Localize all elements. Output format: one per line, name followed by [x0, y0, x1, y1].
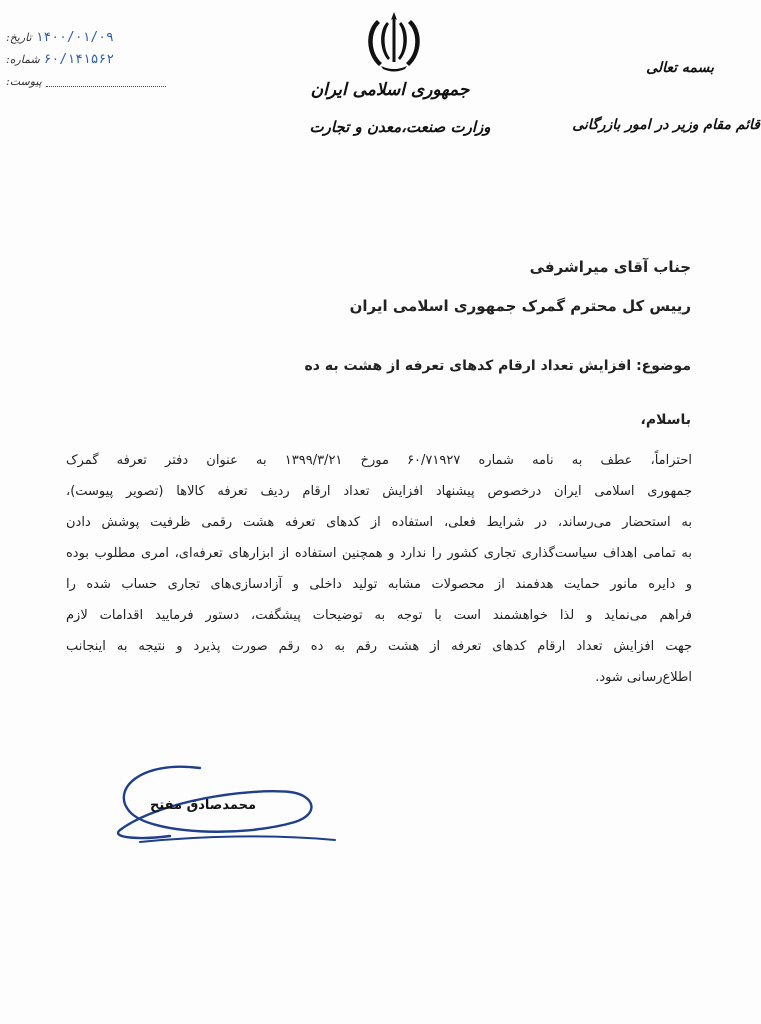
letter-body: [66, 445, 692, 693]
body-line: به تمامی اهداف سیاست‌گذاری تجاری کشور را ندارد و همچنین استفاده از ابزارهای تعرفه‌ای، امری مطلوب بوده: [66, 546, 692, 561]
ministry-title: وزارت صنعت،معدن و تجارت: [309, 118, 491, 136]
attachment-label: پیوست:: [6, 74, 42, 88]
greeting: باسلام،: [640, 412, 691, 428]
deputy-title: قائم مقام وزیر در امور بازرگانی: [572, 117, 760, 133]
attachment-row: [6, 70, 166, 92]
number-label: شماره:: [6, 52, 40, 66]
date-label: تاریخ:: [6, 30, 32, 44]
date-value: ۱۴۰۰/۰۱/۰۹: [35, 29, 114, 45]
body-line: جهت افزایش تعداد ارقام کدهای تعرفه از هشت رقم به ده رقم صورت پذیرد و نتیجه به اینجانب: [66, 639, 692, 654]
body-line: و دایره مانور حمایت هدفمند از محصولات مشابه تولید داخلی و آزادسازی‌های تجاری حساب شده را: [66, 577, 692, 592]
body-line: جمهوری اسلامی ایران درخصوص پیشنهاد افزایش تعداد ارقام ردیف تعرفه کالاها (تصویر پیوست)،: [66, 484, 692, 499]
republic-title: جمهوری اسلامی ایران: [310, 80, 470, 100]
signer-name: محمدصادق مفتح: [150, 798, 256, 813]
body-line: فراهم می‌نماید و لذا خواهشمند است با توجه به توضیحات پیشگفت، دستور فرمایید اقدامات لازم: [66, 608, 692, 623]
recipient-name: جناب آقای میراشرفی: [529, 258, 691, 276]
number-row: [6, 48, 166, 70]
date-row: [6, 26, 166, 48]
attachment-dots: [46, 76, 166, 87]
recipient-title: رییس کل محترم گمرک جمهوری اسلامی ایران: [349, 297, 691, 315]
letter-subject: موضوع: افزایش تعداد ارقام کدهای تعرفه از هشت به ده: [304, 358, 691, 374]
bismillah-text: بسمه تعالی: [646, 60, 714, 76]
body-line: به استحضار می‌رساند، در شرایط فعلی، استفاده از کدهای تعرفه هشت رقمی ظرفیت پوشش دادن: [66, 515, 692, 530]
body-line: اطلاع‌رسانی شود.: [595, 670, 692, 685]
emblem-icon: [357, 10, 431, 72]
letter-meta: [6, 26, 166, 92]
number-value: ۶۰/۱۴۱۵۶۲: [43, 51, 115, 67]
body-line: احتراماً، عطف به نامه شماره ۶۰/۷۱۹۲۷ مورخ ۱۳۹۹/۳/۲۱ به عنوان دفتر تعرفه گمرک: [66, 453, 692, 468]
